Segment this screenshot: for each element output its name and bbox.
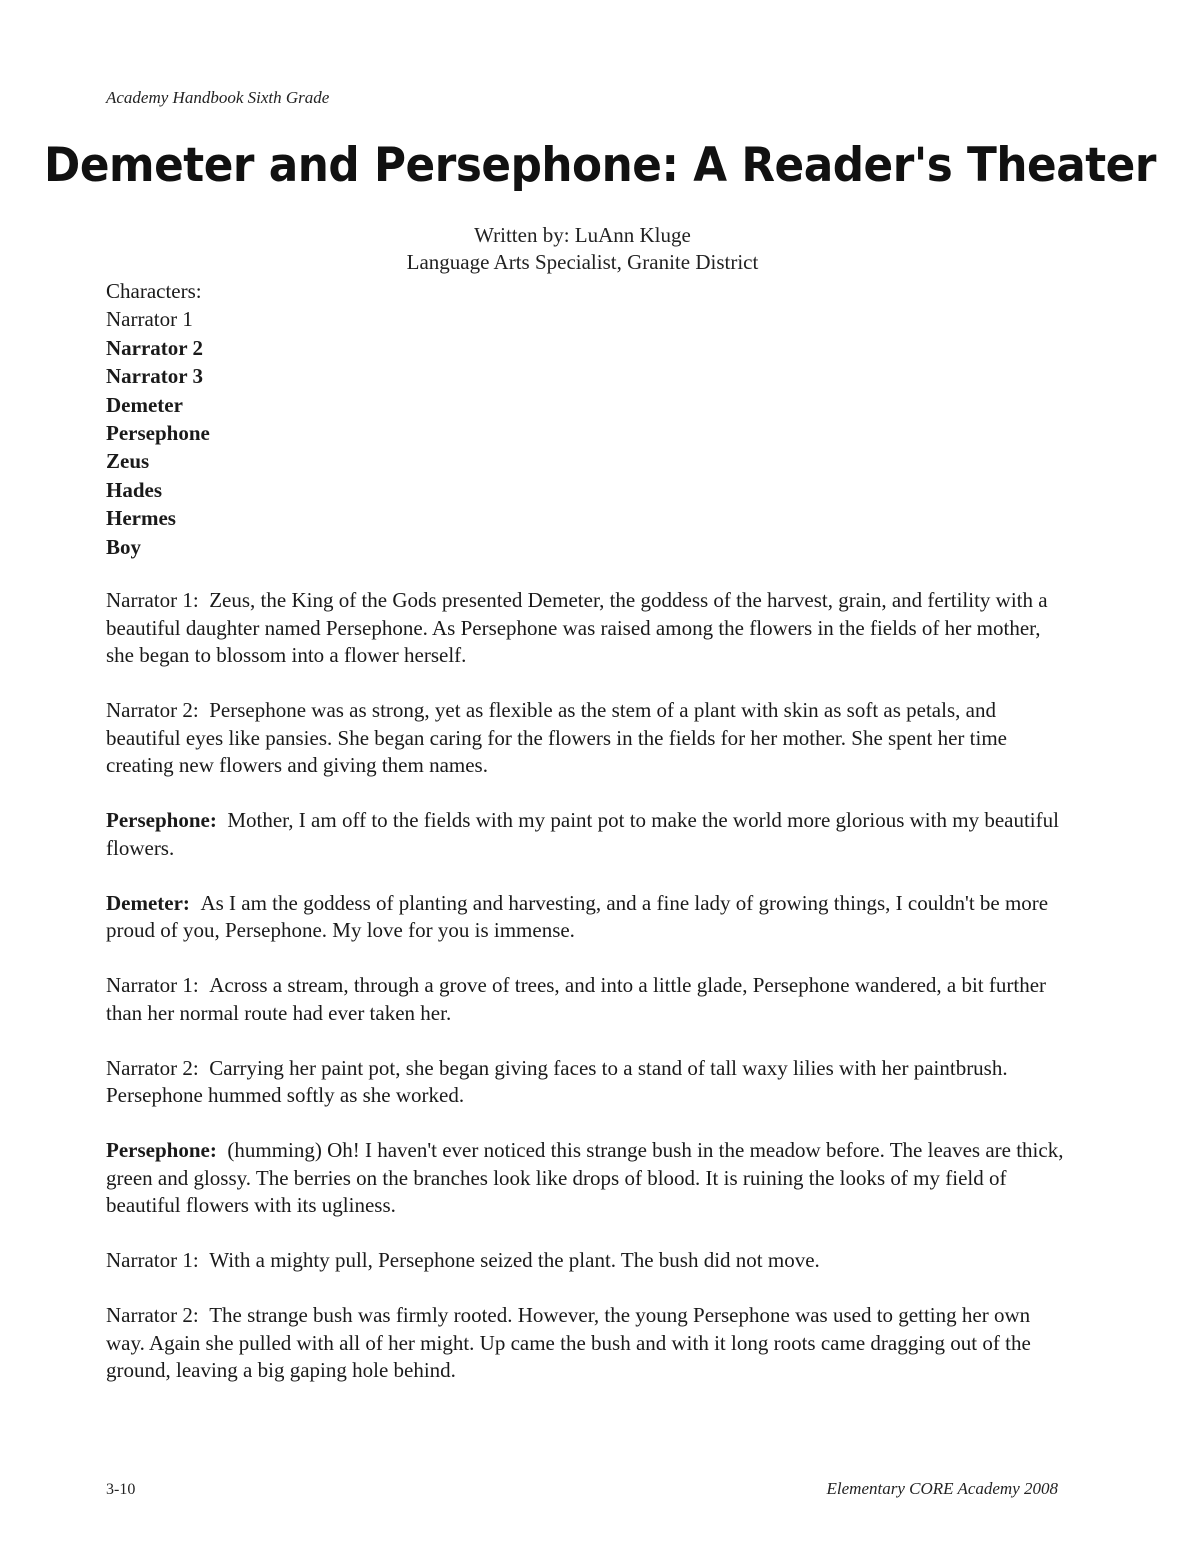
cast-entries xyxy=(106,305,210,561)
speaker-label: Narrator 1: xyxy=(106,1248,199,1272)
character-entry: Hermes xyxy=(106,506,176,531)
speaker-label: Narrator 2: xyxy=(106,1055,199,1080)
speaker-label: Persephone: xyxy=(106,808,217,832)
running-header: Academy Handbook Sixth Grade xyxy=(106,88,330,107)
speech-text: With a mighty pull, Persephone seized the plant. The bush did not move. xyxy=(209,1248,820,1272)
character-list-heading: Characters: xyxy=(106,279,202,303)
speaker-label: Narrator 2: xyxy=(106,698,199,722)
character-entry: Hades xyxy=(106,477,163,502)
character-entry: Narrator 2 xyxy=(106,335,203,360)
speech-text: Mother, I am off to the fields with my paint pot to make the world more glorious with my beautiful flowers. xyxy=(106,808,1059,860)
script-line xyxy=(106,1055,1066,1110)
speech-text: Across a stream, through a grove of trees, and into a little glade, Persephone wandered, a bit further than her normal route had ever taken her. xyxy=(106,973,1047,1025)
author-role-line: Language Arts Specialist, Granite District xyxy=(406,250,759,274)
character-list xyxy=(106,277,210,561)
script-body xyxy=(106,587,1066,1412)
character-entry: Persephone xyxy=(106,421,210,446)
script-line xyxy=(106,890,1066,945)
character-entry: Zeus xyxy=(106,449,150,474)
character-entry: Boy xyxy=(106,534,142,559)
character-entry: Narrator 1 xyxy=(106,307,193,332)
speech-text: Persephone was as strong, yet as flexible as the stem of a plant with skin as soft as petals, and beautiful eyes like pansies. She began caring for the flowers in the fields for her mother. She spent her time creating new flowers and giving them names. xyxy=(106,698,1007,777)
speaker-label: Demeter: xyxy=(106,890,190,915)
page-title: Demeter and Persephone: A Reader's Theater xyxy=(44,138,1156,193)
speech-text: Carrying her paint pot, she began giving faces to a stand of tall waxy lilies with her paintbrush. Persephone hummed softly as she worked. xyxy=(106,1055,1008,1107)
character-entry: Narrator 3 xyxy=(106,364,203,389)
script-line xyxy=(106,1302,1066,1385)
speaker-label: Narrator 1: xyxy=(106,973,199,997)
author-line: Written by: LuAnn Kluge xyxy=(474,223,691,247)
page-number: 3-10 xyxy=(106,1481,136,1498)
speaker-label: Persephone: xyxy=(106,1138,217,1162)
script-line xyxy=(106,587,1066,670)
footer-publication: Elementary CORE Academy 2008 xyxy=(826,1479,1058,1498)
script-line xyxy=(106,972,1066,1027)
script-line xyxy=(106,1247,1066,1275)
speaker-label: Narrator 1: xyxy=(106,588,199,612)
speech-text: (humming) Oh! I haven't ever noticed this strange bush in the meadow before. The leaves are thick, green and glossy. The berries on the branches look like drops of blood. It is ruining the looks of my field of beautiful flowers with its ugliness. xyxy=(106,1138,1064,1217)
speech-text: As I am the goddess of planting and harvesting, and a fine lady of growing things, I couldn't be more proud of you, Persephone. My love for you is immense. xyxy=(106,890,1049,942)
script-line xyxy=(106,807,1066,862)
character-entry: Demeter xyxy=(106,392,183,417)
speech-text: Zeus, the King of the Gods presented Demeter, the goddess of the harvest, grain, and fertility with a beautiful daughter named Persephone. As Persephone was raised among the flowers in the fields of her mother, she began to blossom into a flower herself. xyxy=(106,588,1048,667)
speaker-label: Narrator 2: xyxy=(106,1303,199,1327)
script-line xyxy=(106,697,1066,780)
speech-text: The strange bush was firmly rooted. However, the young Persephone was used to getting her own way. Again she pulled with all of her might. Up came the bush and with it long roots came dragging out of the ground, leaving a big gaping hole behind. xyxy=(106,1303,1031,1382)
script-line xyxy=(106,1137,1066,1220)
